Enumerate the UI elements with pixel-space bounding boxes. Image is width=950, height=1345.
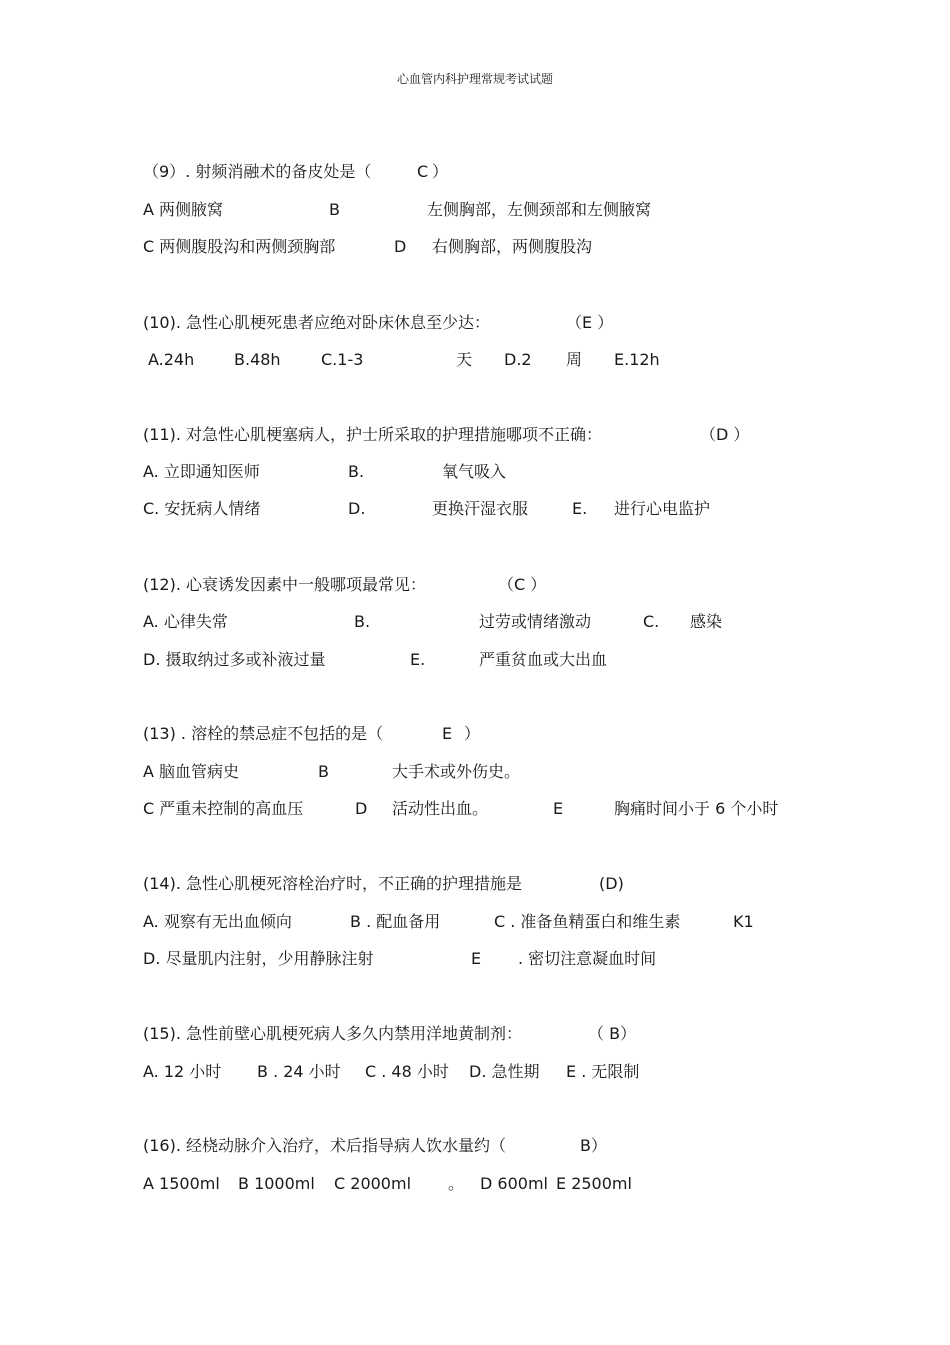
option-unit: 天 [456,350,473,369]
option-suffix: K1 [733,912,754,931]
option-text: 过劳或情绪激动 [479,612,592,631]
question-text: (14). 急性心肌梗死溶栓治疗时，不正确的护理措施是 [143,874,523,893]
option: C.1-3 [321,350,364,369]
option: A 1500ml [143,1174,220,1193]
option-punct: 。 [448,1174,465,1193]
option-text: 右侧胸部，两侧腹股沟 [432,237,593,256]
option: C 严重未控制的高血压 [143,799,304,818]
option-text: 氧气吸入 [442,462,507,481]
option: A 两侧腋窝 [143,200,224,219]
answer-close: ） [432,162,449,181]
question-text: （9）. 射频消融术的备皮处是（ [143,162,372,181]
option: D 600ml [480,1174,548,1193]
option: B . 24 小时 [257,1062,341,1081]
option: C. 安抚病人情绪 [143,499,261,518]
option-text: 胸痛时间小于 6 个小时 [614,799,779,818]
question-text: (13) . 溶栓的禁忌症不包括的是（ [143,724,384,743]
option-text: 大手术或外伤史。 [392,762,521,781]
option-text: . 密切注意凝血时间 [518,949,657,968]
option-letter: B. [354,612,371,631]
option-letter: E. [410,650,426,669]
option: A. 立即通知医师 [143,462,260,481]
option-letter: D. [348,499,366,518]
question-text: (15). 急性前壁心肌梗死病人多久内禁用洋地黄制剂： [143,1024,523,1043]
page-header: 心血管内科护理常规考试试题 [396,72,553,86]
option: A. 观察有无出血倾向 [143,912,292,931]
option: C 2000ml [334,1174,412,1193]
question-text: (16). 经桡动脉介入治疗，术后指导病人饮水量约（ [143,1136,507,1155]
option: D. 尽量肌内注射，少用静脉注射 [143,949,374,968]
question-text: (12). 心衰诱发因素中一般哪项最常见： [143,575,427,594]
option: C 两侧腹股沟和两侧颈胸部 [143,237,336,256]
answer: (D) [599,874,624,893]
option-text: 更换汗湿衣服 [432,499,529,518]
answer: （D ） [700,425,750,444]
option: A. 心律失常 [143,612,228,631]
option: B.48h [234,350,281,369]
option-letter: B. [348,462,365,481]
answer-close: ） [464,724,481,743]
option-text: 严重贫血或大出血 [479,650,608,669]
option: E . 无限制 [566,1062,640,1081]
question-text: (10). 急性心肌梗死患者应绝对卧床休息至少达： [143,313,491,332]
option: C . 准备鱼精蛋白和维生素 [494,912,681,931]
option-unit: 周 [566,350,583,369]
option-text: 感染 [690,612,723,631]
option-text: 进行心电监护 [614,499,711,518]
option: E 2500ml [556,1174,632,1193]
answer: （C ） [498,575,547,594]
option-text: 左侧胸部，左侧颈部和左侧腋窝 [427,200,652,219]
option: A.24h [148,350,195,369]
option-letter: B [318,762,329,781]
answer: （E ） [566,313,614,332]
option-letter: E [553,799,564,818]
answer: E [442,724,453,743]
option-text: 活动性出血。 [392,799,489,818]
option: D.2 [504,350,532,369]
option: A 脑血管病史 [143,762,240,781]
option: D. 摄取纳过多或补液过量 [143,650,326,669]
answer: C [417,162,429,181]
option-letter: B [329,200,340,219]
option-letter: D [355,799,368,818]
option: A. 12 小时 [143,1062,222,1081]
question-text: (11). 对急性心肌梗塞病人，护士所采取的护理措施哪项不正确： [143,425,603,444]
option: D. 急性期 [469,1062,540,1081]
option-letter: C. [643,612,660,631]
option-letter: D [394,237,407,256]
answer: （ B） [588,1024,637,1043]
option: B . 配血备用 [350,912,441,931]
option-letter: E. [572,499,588,518]
option-letter: E [471,949,482,968]
option: B 1000ml [238,1174,315,1193]
option: E.12h [614,350,660,369]
answer: B） [580,1136,607,1155]
option: C . 48 小时 [365,1062,449,1081]
